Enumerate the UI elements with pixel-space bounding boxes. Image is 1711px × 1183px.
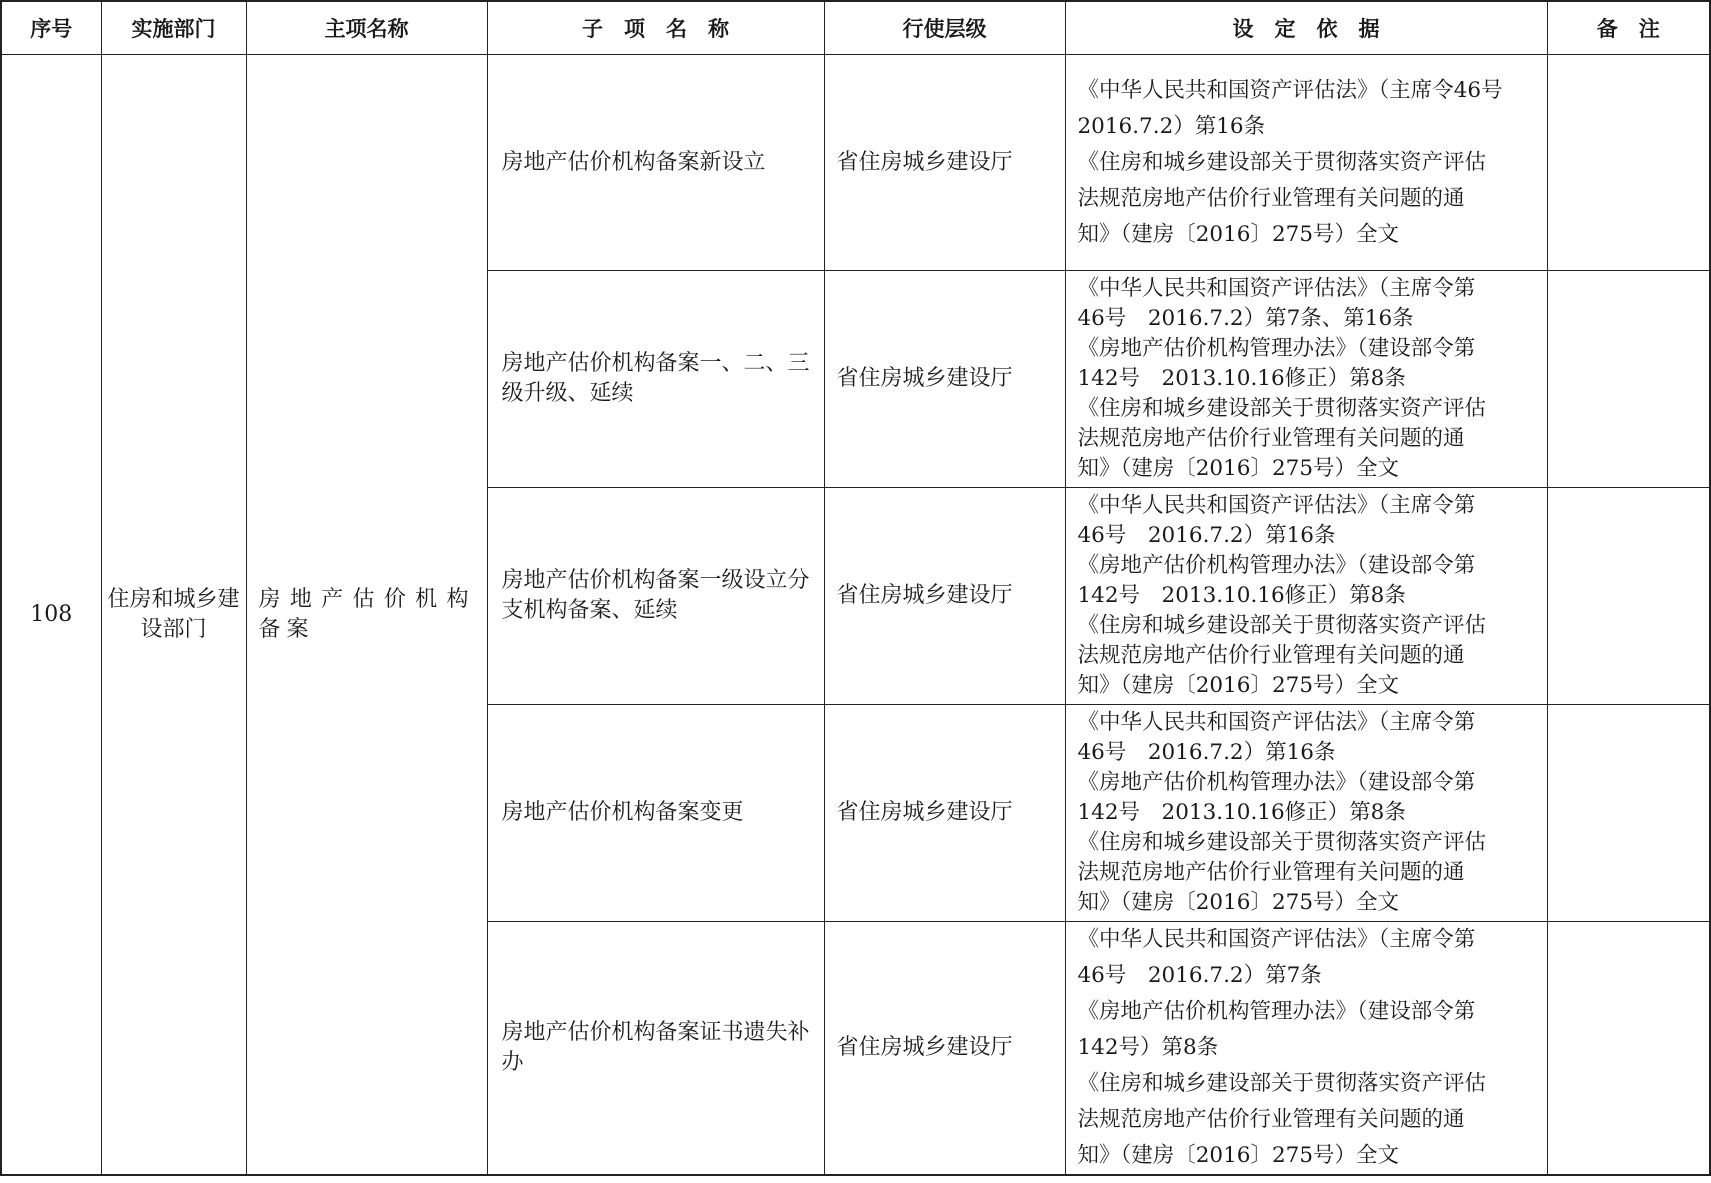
basis-line: 142号 2013.10.16修正）第8条: [1077, 800, 1406, 825]
basis-line: 法规范房地产估价行业管理有关问题的通: [1077, 1107, 1465, 1132]
sub-item-cell: 房地产估价机构备案证书遗失补办: [487, 922, 824, 1176]
header-dept: 实施部门: [101, 1, 246, 55]
basis-line: 《住房和城乡建设部关于贯彻落实资产评估: [1077, 613, 1487, 638]
header-main-item: 主项名称: [246, 1, 487, 55]
sub-item-cell: 房地产估价机构备案变更: [487, 705, 824, 922]
level-cell: 省住房城乡建设厅: [824, 922, 1065, 1176]
seq-cell: 108: [1, 55, 101, 1176]
basis-line: 《住房和城乡建设部关于贯彻落实资产评估: [1077, 149, 1487, 175]
remark-cell: [1547, 271, 1710, 488]
basis-line: 《住房和城乡建设部关于贯彻落实资产评估: [1077, 1071, 1487, 1096]
basis-cell: [1065, 271, 1547, 488]
remark-cell: [1547, 55, 1710, 271]
basis-cell: [1065, 705, 1547, 922]
basis-line: 法规范房地产估价行业管理有关问题的通: [1077, 860, 1465, 885]
basis-line: 《住房和城乡建设部关于贯彻落实资产评估: [1077, 396, 1487, 421]
header-seq: 序号: [1, 1, 101, 55]
basis-line: 法规范房地产估价行业管理有关问题的通: [1077, 185, 1465, 211]
basis-line: 知》（建房〔2016〕275号）全文: [1077, 673, 1400, 698]
basis-line: 法规范房地产估价行业管理有关问题的通: [1077, 426, 1465, 451]
dept-cell: 住房和城乡建设部门: [101, 55, 246, 1176]
basis-line: 142号 2013.10.16修正）第8条: [1077, 583, 1406, 608]
basis-cell: [1065, 488, 1547, 705]
basis-line: 《房地产估价机构管理办法》（建设部令第: [1077, 999, 1476, 1024]
basis-line: 《中华人民共和国资产评估法》（主席令第: [1077, 927, 1476, 952]
basis-line: 《房地产估价机构管理办法》（建设部令第: [1077, 553, 1476, 578]
remark-cell: [1547, 488, 1710, 705]
remark-cell: [1547, 705, 1710, 922]
main-item-cell: 房地产估价机构备案: [246, 55, 487, 1176]
basis-line: 知》（建房〔2016〕275号）全文: [1077, 456, 1400, 481]
level-cell: 省住房城乡建设厅: [824, 705, 1065, 922]
basis-line: 《中华人民共和国资产评估法》（主席令46号: [1077, 77, 1503, 103]
basis-line: 法规范房地产估价行业管理有关问题的通: [1077, 643, 1465, 668]
basis-line: 142号）第8条: [1077, 1035, 1219, 1060]
basis-line: 知》（建房〔2016〕275号）全文: [1077, 1143, 1400, 1168]
basis-line: 《中华人民共和国资产评估法》（主席令第: [1077, 276, 1476, 301]
basis-cell: [1065, 55, 1547, 271]
basis-line: 《房地产估价机构管理办法》（建设部令第: [1077, 770, 1476, 795]
basis-line: 《中华人民共和国资产评估法》（主席令第: [1077, 710, 1476, 735]
header-remark: 备 注: [1547, 1, 1710, 55]
basis-line: 知》（建房〔2016〕275号）全文: [1077, 890, 1400, 915]
basis-line: 2016.7.2）第16条: [1077, 113, 1266, 139]
sub-item-cell: 房地产估价机构备案一、二、三级升级、延续: [487, 271, 824, 488]
basis-line: 46号 2016.7.2）第7条: [1077, 963, 1322, 988]
header-row: [1, 1, 1710, 55]
table-row: [1, 55, 1710, 271]
level-cell: 省住房城乡建设厅: [824, 55, 1065, 271]
basis-line: 46号 2016.7.2）第16条: [1077, 523, 1336, 548]
header-level: 行使层级: [824, 1, 1065, 55]
sub-item-cell: 房地产估价机构备案一级设立分支机构备案、延续: [487, 488, 824, 705]
remark-cell: [1547, 922, 1710, 1176]
basis-line: 知》（建房〔2016〕275号）全文: [1077, 221, 1400, 247]
level-cell: 省住房城乡建设厅: [824, 488, 1065, 705]
sub-item-cell: 房地产估价机构备案新设立: [487, 55, 824, 271]
basis-line: 46号 2016.7.2）第16条: [1077, 740, 1336, 765]
basis-line: 《住房和城乡建设部关于贯彻落实资产评估: [1077, 830, 1487, 855]
basis-line: 46号 2016.7.2）第7条、第16条: [1077, 306, 1414, 331]
header-sub-item: 子 项 名 称: [487, 1, 824, 55]
level-cell: 省住房城乡建设厅: [824, 271, 1065, 488]
basis-line: 《房地产估价机构管理办法》（建设部令第: [1077, 336, 1476, 361]
basis-cell: [1065, 922, 1547, 1176]
basis-line: 142号 2013.10.16修正）第8条: [1077, 366, 1406, 391]
basis-line: 《中华人民共和国资产评估法》（主席令第: [1077, 493, 1476, 518]
header-basis: 设 定 依 据: [1065, 1, 1547, 55]
